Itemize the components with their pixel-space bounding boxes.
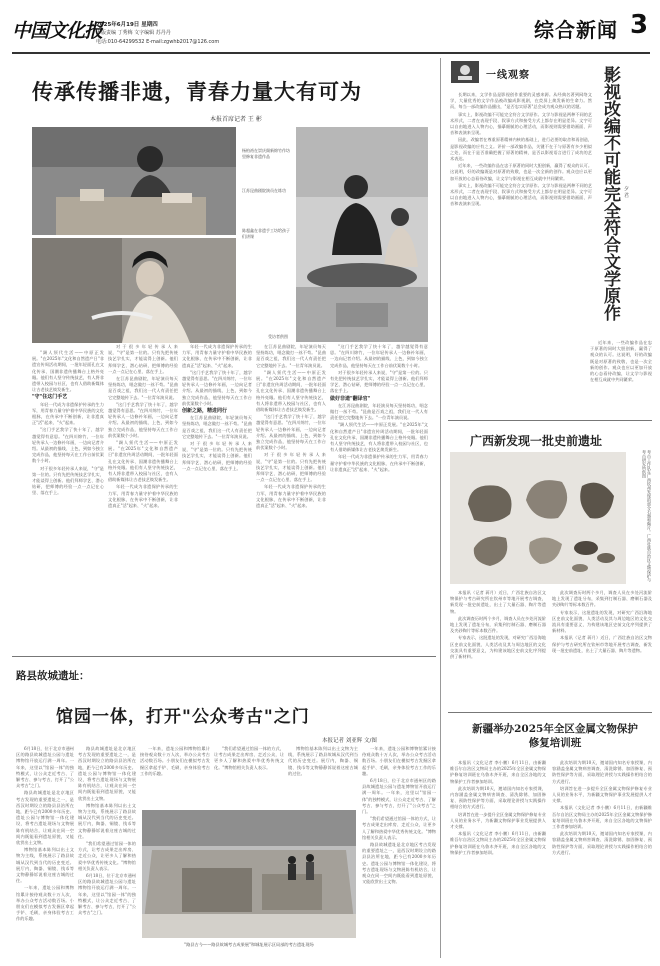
lead-column-3: 年轻一代成为非遗保护传承的生力军，用青春力量守护着中华民族的文化根脉，在传承中不断创新，让非遗真正"活"起来、"火"起来。 "这门手艺我学了快十年了，越学越觉得有意思。"在四川绵竹，一位年轻传承人一边修补年画，一边向记者介绍。从最初的描线、上色，到如今独立完成作品，他坚持每天在工作台前伏案数个小时。 创新之路，精进同行 在江苏昆曲剧院，年轻演员每天坚持练功，唱念做打一丝不苟。"昆曲是百戏之祖，我们这一代人有责任把它完整地传下去。"一位青年演员说。 对于很多年轻传承人来说，"守"是第一位的。只有先把传统技艺学扎实，才能谈得上创新。他们拜师学艺、潜心钻研，把师傅的经验一点一点记在心里、落在手上。	[182, 344, 252, 471]
xinjiang-title: 新疆举办2025年全区金属文物保护修复培训班	[472, 723, 638, 749]
guangxi-bottom-rule	[448, 712, 652, 713]
lujia-byline: 本报记者 刘亚辉 文/图	[322, 738, 377, 744]
issue-date: 2025年6月19日 星期四	[96, 22, 158, 28]
observer-logo-icon	[450, 60, 480, 84]
lead-subhead-2: 创新之路，精进同行	[182, 408, 228, 415]
guangxi-artifact-photo	[450, 452, 626, 584]
lead-column-2: 对于很多年轻传承人来说，"守"是第一位的。只有先把传统技艺学扎实，才能谈得上创新。他们拜师学艺、潜心钻研，把师傅的经验一点一点记在心里、落在手上。 在江苏昆曲剧院，年轻演员每天坚持练功，唱念做打一丝不苟。"昆曲是百戏之祖，我们这一代人有责任把它完整地传下去。"一位青年演员说。 "这门手艺我学了快十年了，越学越觉得有意思。"在四川绵竹，一位年轻传承人一边修补年画，一边向记者介绍。从最初的描线、上色，到如今独立完成作品，他坚持每天在工作台前伏案数个小时。 "踢人须代生活——中原正发展。"在2025年"文化和自然遗产日"非遗宣传周活动期间，一批年轻面孔在文化传承、国潮非遗传播舞台上格外亮眼。他们有人坚守传统技艺，有人将非遗带入校园与社区，也有人借助新媒体让古老技艺焕发新生。 年轻一代成为非遗保护传承的生力军，用青春力量守护着中华民族的文化根脉，在传承中不断创新，让非遗真正"活"起来、"火"起来。	[108, 344, 178, 509]
lead-caption-2: 江苏昆曲剧院演员在练功	[242, 188, 286, 193]
lead-title: 传承传播非遗，青春力量大有可为	[32, 79, 362, 104]
guangxi-body-2: 此次调查历时两个多月，调查人员在多处河流阶地上发现了遗址分布，采集到打制石器、磨制石器及夹砂陶片等标本数百件。 专家表示，这批遗址的发现，对研究广西沿海地区史前文化面貌、人类活动及其与周边地区的文化交流具有重要意义，为构建该地区史前文化序列提供了新材料。 本报讯（记者 蒋月）近日，广西壮族自治区文物保护与考古研究所在钦州市等地开展考古调查，新发现一批史前遗址，出土了大量石器、陶片等遗物。	[552, 590, 652, 653]
lead-caption-3: 陈超鑫在非遗手工坊给孩子们讲课	[242, 228, 290, 239]
lead-subhead-3: 做好非遗"翻译官"	[330, 395, 371, 402]
lead-column-1: "踢人须代生活——中原正发展。"在2025年"文化和自然遗产日"非遗宣传周活动期间，一批年轻面孔在文化传承、国潮非遗传播舞台上格外亮眼。他们有人坚守传统技艺，有人将非遗带入校园与社区，也有人借助新媒体让古老技艺焕发新生。 "守"住这门手艺 年轻一代成为非遗保护传承的生力军，用青春力量守护着中华民族的文化根脉，在传承中不断创新，让非遗真正"活"起来、"火"起来。 "这门手艺我学了快十年了，越学越觉得有意思。"在四川绵竹，一位年轻传承人一边修补年画，一边向记者介绍。从最初的描线、上色，到如今独立完成作品，他坚持每天在工作台前伏案数个小时。 对于很多年轻传承人来说，"守"是第一位的。只有先把传统技艺学扎实，才能谈得上创新。他们拜师学艺、潜心钻研，把师傅的经验一点一点记在心里、落在手上。	[32, 350, 104, 496]
lead-byline: 本报首席记者 王 彬	[210, 116, 262, 123]
xinjiang-body-2: 此次培训为期10天，邀请国内知名专家授课，内容涵盖金属文物病害调查、清洗除锈、加固修复、预防性保护等方面，采取理论讲授与实践操作相结合的方式进行。 培训旨在进一步提升全区金属文物保护修复专业人员的业务水平，为新疆文物保护事业发展提供人才支撑。 本报讯（文化记者 李小鹏）6月11日，由新疆维吾尔自治区文物局主办的2025年全区金属文物保护修复培训班在乌鲁木齐开班，来自全区各地的文物保护工作者参加培训。 此次培训为期10天，邀请国内知名专家授课，内容涵盖金属文物病害调查、清洗除锈、加固修复、预防性保护等方面，采取理论讲授与实践操作相结合的方式进行。	[552, 760, 652, 855]
lujia-column-2: 路县故城遗址是北京地区考古发现的重要遗址之一，是西汉时期设立的路县县治所在地，距今已有2000多年历史。遗址公园与博物馆一体化建设，将考古遗址现场与文物展陈有机结合，让观众在同一空间内既能看到遗址原貌，又能欣赏出土文物。 博物馆基本陈列以出土文物为主线，系统展示了路县故城从汉代到当代的历史变迁。展厅内，陶器、铜镜、钱币等文物静静诉说着这座古城的过往。 "我们希望通过馆园一体的方式，让考古成果走出库房、走近公众，让更多人了解和热爱中华优秀传统文化。"博物馆相关负责人表示。 6月18日，位于北京市通州区的路县故城遗址公园与遗址博物馆开放运行满一周年。一年来，这里以"馆园一体"的独特模式，让公众走近考古、了解考古、参与考古，打开了"公众考古"之门。	[78, 746, 136, 916]
guanchai-body-1: 长期以来，文学作品是影视创作重要的灵感来源。从经典名著到网络文学，大量优秀的文学作品被改编成影视剧，在荧屏上焕发新的生命力。然而，每当一部改编作品播出，"是否忠实原著"总会成为观众热议的话题。 事实上，影视改编不可能完全符合文学原作。文学与影视是两种不同的艺术形式，二者在表现手段、叙事方式和接受方式上都存在明显差异。文字可以自由地进入人物内心，描摹细腻的心理活动，而影视则需要借助画面、声音和表演来呈现。 因此，改编者在尊重原著精神内核的基础上，进行必要的取舍和再创造，是影视改编的应有之义。评价一部改编作品，关键不在于与原著有多少相似之处，而在于是否准确把握了原著的精神，是否以影视语言进行了成功的艺术表达。 近年来，一些改编作品在忠于原著的同时大胆创新，赢得了观众的认可。这说明，好的改编既是对原著的致敬，也是一次全新的创作。观众也应以更加开放的心态看待改编，让文学与影视在相互成就中共同繁荣。 事实上，影视改编不可能完全符合文学原作。文学与影视是两种不同的艺术形式，二者在表现手段、叙事方式和接受方式上都存在明显差异。文字可以自由地进入人物内心，描摹细腻的心理活动，而影视则需要借助画面、声音和表演来呈现。	[450, 92, 592, 207]
lead-subhead-1: "守"住这门手艺	[32, 394, 68, 401]
guangxi-caption: 考古工作队在广西钦州发现的部分石器和陶片。广西壮族自治区文物保护与考古研究所供图	[642, 450, 652, 582]
lujia-top-rule	[12, 656, 436, 657]
guanchai-bottom-rule	[448, 420, 652, 421]
xinjiang-body-1: 本报讯（文化记者 李小鹏）6月11日，由新疆维吾尔自治区文物局主办的2025年全区金属文物保护修复培训班在乌鲁木齐开班，来自全区各地的文物保护工作者参加培训。 此次培训为期10天，邀请国内知名专家授课，内容涵盖金属文物病害调查、清洗除锈、加固修复、预防性保护等方面，采取理论讲授与实践操作相结合的方式进行。 培训旨在进一步提升全区金属文物保护修复专业人员的业务水平，为新疆文物保护事业发展提供人才支撑。 本报讯（文化记者 李小鹏）6月11日，由新疆维吾尔自治区文物局主办的2025年全区金属文物保护修复培训班在乌鲁木齐开班，来自全区各地的文物保护工作者参加培训。	[450, 760, 546, 855]
lujia-photo-caption: "路县古今——路县故城考古成果展"和城址展示区局部的考古遗址现场	[184, 942, 314, 947]
guanchai-author: 夕 君	[623, 186, 629, 198]
lead-photo-workshop	[296, 127, 428, 342]
lujia-kicker: 路县故城遗址：	[16, 670, 90, 682]
guanchai-tag: 一线观察	[486, 70, 530, 81]
lujia-column-5: 博物馆基本陈列以出土文物为主线，系统展示了路县故城从汉代到当代的历史变迁。展厅内，陶器、铜镜、钱币等文物静静诉说着这座古城的过往。	[288, 746, 358, 776]
lead-photo-credit: 受访者供图	[268, 334, 288, 339]
editor-line: 本版责编 丁秀梅 文字编辑 苏丹丹	[96, 30, 171, 36]
newspaper-logo: 中国文化报	[12, 20, 103, 42]
lead-caption-1: 杨柏裕在崇庆阁新绵竹作坊里修复非遗作品	[242, 148, 290, 159]
lujia-column-4: "我们希望通过馆园一体的方式，让考古成果走出库房、走近公众，让更多人了解和热爱中华优秀传统文化。"博物馆相关负责人表示。	[214, 746, 284, 770]
guanchai-title: 影视改编不可能完全符合文学原作	[600, 66, 620, 321]
lujia-site-photo	[142, 810, 356, 938]
guanchai-body-2: 近年来，一些改编作品在忠于原著的同时大胆创新，赢得了观众的认可。这说明，好的改编既是对原著的致敬，也是一次全新的创作。观众也应以更加开放的心态看待改编，让文学与影视在相互成就中共同繁荣。	[590, 340, 652, 383]
contact-line: 电话:010-64299532 E-mail:zgwhb2017@126.com	[96, 39, 220, 45]
guanchai-tag-box	[450, 60, 554, 84]
guangxi-body-1: 本报讯（记者 蒋月）近日，广西壮族自治区文物保护与考古研究所在钦州市等地开展考古调查，新发现一批史前遗址，出土了大量石器、陶片等遗物。 此次调查历时两个多月，调查人员在多处河流阶地上发现了遗址分布，采集到打制石器、磨制石器及夹砂陶片等标本数百件。 专家表示，这批遗址的发现，对研究广西沿海地区史前文化面貌、人类活动及其与周边地区的文化交流具有重要意义，为构建该地区史前文化序列提供了新材料。	[450, 590, 546, 660]
masthead	[12, 8, 652, 56]
lujia-title: 馆园一体，打开"公众考古"之门	[56, 707, 310, 727]
section-title: 综合新闻	[534, 18, 618, 42]
guangxi-title: 广西新发现一批史前遗址	[470, 434, 603, 448]
page-number: 3	[630, 10, 649, 40]
lead-photo-craftsman	[32, 127, 236, 235]
lujia-column-6: 一年来，遗址公园和博物馆累计接待观众数十万人次，举办公众考古活动数百场。小朋友们在模拟考古发掘区拿起手铲、毛刷，亲身体验考古工作的乐趣。 6月18日，位于北京市通州区的路县故城遗址公园与遗址博物馆开放运行满一周年。一年来，这里以"馆园一体"的独特模式，让公众走近考古、了解考古、参与考古，打开了"公众考古"之门。 "我们希望通过馆园一体的方式，让考古成果走出库房、走近公众，让更多人了解和热爱中华优秀传统文化。"博物馆相关负责人表示。 路县故城遗址是北京地区考古发现的重要遗址之一，是西汉时期设立的路县县治所在地，距今已有2000多年历史。遗址公园与博物馆一体化建设，将考古遗址现场与文物展陈有机结合，让观众在同一空间内既能看到遗址原貌，又能欣赏出土文物。	[362, 746, 436, 885]
lead-photo-performer	[32, 238, 236, 343]
column-divider	[440, 58, 441, 958]
lead-column-4: 在江苏昆曲剧院，年轻演员每天坚持练功，唱念做打一丝不苟。"昆曲是百戏之祖，我们这一代人有责任把它完整地传下去。"一位青年演员说。 "踢人须代生活——中原正发展。"在2025年"文化和自然遗产日"非遗宣传周活动期间，一批年轻面孔在文化传承、国潮非遗传播舞台上格外亮眼。他们有人坚守传统技艺，有人将非遗带入校园与社区，也有人借助新媒体让古老技艺焕发新生。 "这门手艺我学了快十年了，越学越觉得有意思。"在四川绵竹，一位年轻传承人一边修补年画，一边向记者介绍。从最初的描线、上色，到如今独立完成作品，他坚持每天在工作台前伏案数个小时。 对于很多年轻传承人来说，"守"是第一位的。只有先把传统技艺学扎实，才能谈得上创新。他们拜师学艺、潜心钻研，把师傅的经验一点一点记在心里、落在手上。 年轻一代成为非遗保护传承的生力军，用青春力量守护着中华民族的文化根脉，在传承中不断创新，让非遗真正"活"起来、"火"起来。	[256, 344, 326, 509]
lujia-column-1: 6月18日，位于北京市通州区的路县故城遗址公园与遗址博物馆开放运行满一周年。一年来，这里以"馆园一体"的独特模式，让公众走近考古、了解考古、参与考古，打开了"公众考古"之门。 路县故城遗址是北京地区考古发现的重要遗址之一，是西汉时期设立的路县县治所在地，距今已有2000多年历史。遗址公园与博物馆一体化建设，将考古遗址现场与文物展陈有机结合，让观众在同一空间内既能看到遗址原貌，又能欣赏出土文物。 博物馆基本陈列以出土文物为主线，系统展示了路县故城从汉代到当代的历史变迁。展厅内，陶器、铜镜、钱币等文物静静诉说着这座古城的过往。 一年来，遗址公园和博物馆累计接待观众数十万人次，举办公众考古活动数百场。小朋友们在模拟考古发掘区拿起手铲、毛刷，亲身体验考古工作的乐趣。	[16, 746, 74, 922]
masthead-rule	[12, 52, 650, 54]
lujia-column-3: 一年来，遗址公园和博物馆累计接待观众数十万人次，举办公众考古活动数百场。小朋友们在模拟考古发掘区拿起手铲、毛刷，亲身体验考古工作的乐趣。	[140, 746, 210, 776]
lead-column-5: "这门手艺我学了快十年了，越学越觉得有意思。"在四川绵竹，一位年轻传承人一边修补年画，一边向记者介绍。从最初的描线、上色，到如今独立完成作品，他坚持每天在工作台前伏案数个小时。 对于很多年轻传承人来说，"守"是第一位的。只有先把传统技艺学扎实，才能谈得上创新。他们拜师学艺、潜心钻研，把师傅的经验一点一点记在心里、落在手上。 做好非遗"翻译官" 在江苏昆曲剧院，年轻演员每天坚持练功，唱念做打一丝不苟。"昆曲是百戏之祖，我们这一代人有责任把它完整地传下去。"一位青年演员说。 "踢人须代生活——中原正发展。"在2025年"文化和自然遗产日"非遗宣传周活动期间，一批年轻面孔在文化传承、国潮非遗传播舞台上格外亮眼。他们有人坚守传统技艺，有人将非遗带入校园与社区，也有人借助新媒体让古老技艺焕发新生。 年轻一代成为非遗保护传承的生力军，用青春力量守护着中华民族的文化根脉，在传承中不断创新，让非遗真正"活"起来、"火"起来。	[330, 344, 428, 472]
